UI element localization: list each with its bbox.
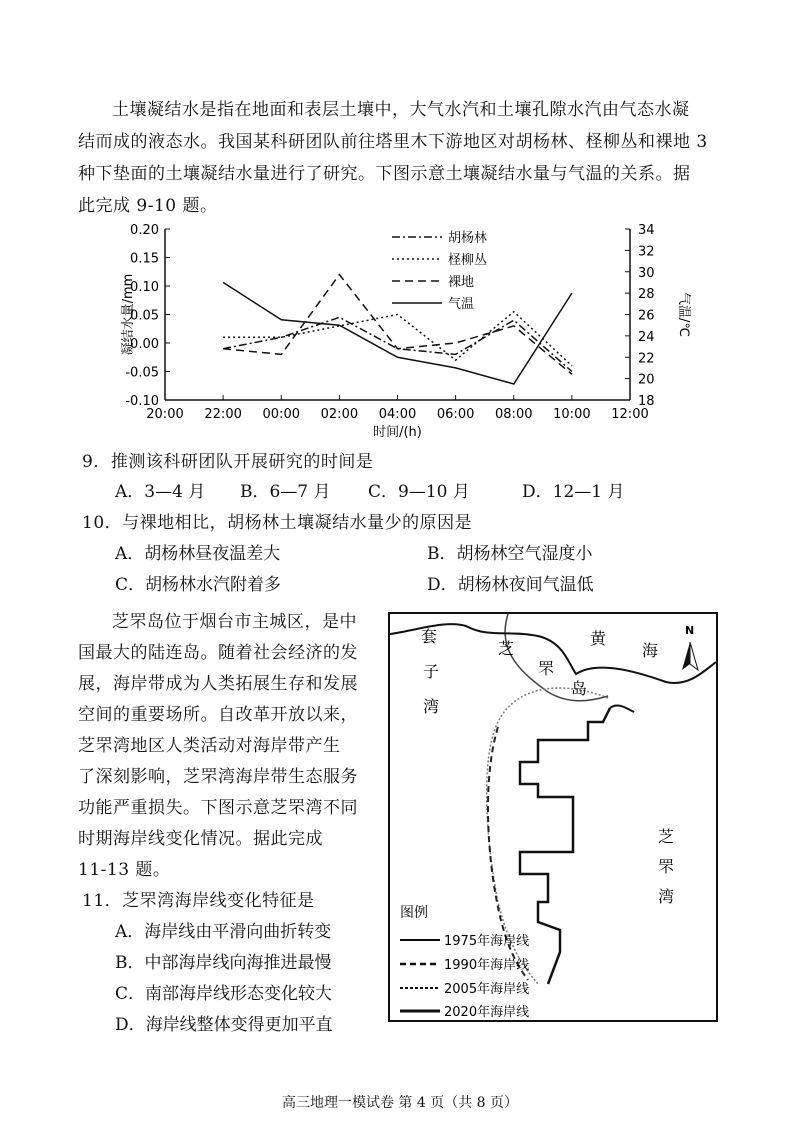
q11-option-d[interactable]: D．海岸线整体变得更加平直 [115, 1015, 333, 1035]
x-tick-label: 06:00 [436, 407, 475, 422]
q11-option-c[interactable]: C．南部海岸线形态变化较大 [115, 984, 333, 1004]
y-tick-right-label: 32 [638, 244, 655, 260]
map-label-taozi-1: 套 [421, 627, 438, 646]
q9-option-b[interactable]: B．6—7 月 [240, 482, 331, 502]
coastline-map [388, 612, 718, 1022]
q9-stem: 9．推测该科研团队开展研究的时间是 [82, 452, 374, 472]
x-tick-label: 04:00 [378, 407, 417, 422]
passage2-line-8: 时期海岸线变化情况。据此完成 [78, 829, 323, 849]
intro-line-3: 种下垫面的土壤凝结水量进行了研究。下图示意土壤凝结水量与气温的关系。据 [78, 164, 691, 184]
q11-option-b[interactable]: B．中部海岸线向海推进最慢 [115, 953, 332, 973]
y-tick-right-label: 18 [638, 394, 655, 409]
passage2-line-3: 展，海岸带成为人类拓展生存和发展 [78, 674, 358, 694]
y-tick-right-label: 28 [638, 287, 655, 303]
legend-2020: 2020年海岸线 [444, 1005, 530, 1020]
q10-stem: 10．与裸地相比，胡杨林土壤凝结水量少的原因是 [82, 513, 473, 533]
y-tick-left-label: -0.05 [125, 365, 159, 381]
map-label-island-2: 罘 [538, 659, 555, 678]
y-tick-left-label: 0.20 [130, 223, 159, 238]
passage2-line-7: 功能严重损失。下图示意芝罘湾不同 [78, 798, 358, 818]
q10-option-a[interactable]: A．胡杨林昼夜温差大 [115, 544, 281, 564]
passage2-line-9: 11-13 题。 [78, 860, 171, 880]
map-label-taozi-2: 子 [423, 662, 440, 681]
series-line-4 [223, 282, 572, 384]
y-tick-right-label: 34 [638, 223, 655, 238]
map-label-island-3: 岛 [571, 679, 588, 698]
legend-1990: 1990年海岸线 [444, 958, 530, 973]
legend-title: 图例 [400, 905, 428, 921]
x-tick-label: 00:00 [262, 407, 300, 422]
map-label-bay-1: 芝 [658, 827, 675, 846]
series-line-3 [223, 275, 572, 375]
q9-option-c[interactable]: C．9—10 月 [368, 482, 470, 502]
q9-option-a[interactable]: A．3—4 月 [115, 482, 206, 502]
x-tick-label: 10:00 [553, 407, 591, 422]
legend-label-4: 气温 [448, 297, 475, 312]
y-tick-left-label: 0.15 [130, 251, 159, 267]
series-line-1 [223, 317, 572, 371]
map-label-huanghai-2: 海 [642, 641, 659, 660]
y-tick-left-label: 0.00 [130, 337, 159, 352]
y-tick-right-label: 22 [638, 351, 655, 367]
map-label-bay-3: 湾 [658, 887, 675, 906]
map-label-taozi-3: 湾 [423, 697, 440, 716]
y-tick-right-label: 30 [638, 265, 655, 281]
q10-option-b[interactable]: B．胡杨林空气湿度小 [427, 544, 593, 564]
y-tick-right-label: 26 [638, 308, 655, 324]
y-tick-left-label: 0.05 [130, 308, 159, 324]
legend-label-2: 柽柳丛 [448, 253, 488, 268]
q11-option-a[interactable]: A．海岸线由平滑向曲折转变 [115, 922, 332, 942]
intro-line-1: 土壤凝结水是指在地面和表层土壤中，大气水汽和土壤孔隙水汽由气态水凝 [112, 100, 690, 120]
legend-1975: 1975年海岸线 [444, 934, 530, 949]
x-tick-label: 08:00 [495, 407, 533, 422]
y-tick-left-label: 0.10 [130, 280, 159, 295]
north-label: N [685, 624, 695, 637]
q10-option-d[interactable]: D．胡杨林夜间气温低 [427, 575, 594, 595]
map-label-island-1: 芝 [498, 639, 515, 658]
y-axis-left-label: 凝结水量/mm [121, 273, 136, 356]
x-tick-label: 12:00 [611, 407, 649, 422]
q9-option-d[interactable]: D．12—1 月 [522, 482, 625, 502]
x-tick-label: 20:00 [146, 407, 184, 422]
x-axis-label: 时间/(h) [373, 425, 422, 440]
intro-line-2: 结而成的液态水。我国某科研团队前往塔里木下游地区对胡杨林、柽柳丛和裸地 3 [78, 132, 708, 152]
y-tick-right-label: 20 [638, 372, 655, 388]
legend-label-3: 裸地 [448, 275, 475, 290]
map-label-huanghai-1: 黄 [590, 629, 607, 648]
passage2-line-6: 了深刻影响，芝罘湾海岸带生态服务 [78, 767, 358, 787]
page-footer: 高三地理一模试卷 第 4 页（共 8 页） [281, 1095, 519, 1111]
q10-option-c[interactable]: C．胡杨林水汽附着多 [115, 575, 282, 595]
passage2-line-4: 空间的重要场所。自改革开放以来， [78, 705, 358, 725]
passage2-line-5: 芝罘湾地区人类活动对海岸带产生 [78, 736, 341, 756]
y-axis-right-label: 气温/℃ [676, 292, 691, 337]
x-tick-label: 02:00 [320, 407, 359, 422]
intro-line-4: 此完成 9-10 题。 [78, 196, 218, 216]
x-tick-label: 22:00 [204, 407, 242, 422]
q11-stem: 11．芝罘湾海岸线变化特征是 [82, 891, 315, 911]
legend-label-1: 胡杨林 [448, 231, 488, 246]
passage2-line-1: 芝罘岛位于烟台市主城区，是中 [112, 612, 357, 632]
map-label-bay-2: 罘 [658, 857, 675, 876]
legend-2005: 2005年海岸线 [444, 982, 530, 997]
y-tick-left-label: -0.10 [125, 394, 159, 409]
y-tick-right-label: 24 [638, 329, 655, 345]
condensation-chart [0, 215, 800, 450]
passage2-line-2: 国最大的陆连岛。随着社会经济的发 [78, 643, 358, 663]
